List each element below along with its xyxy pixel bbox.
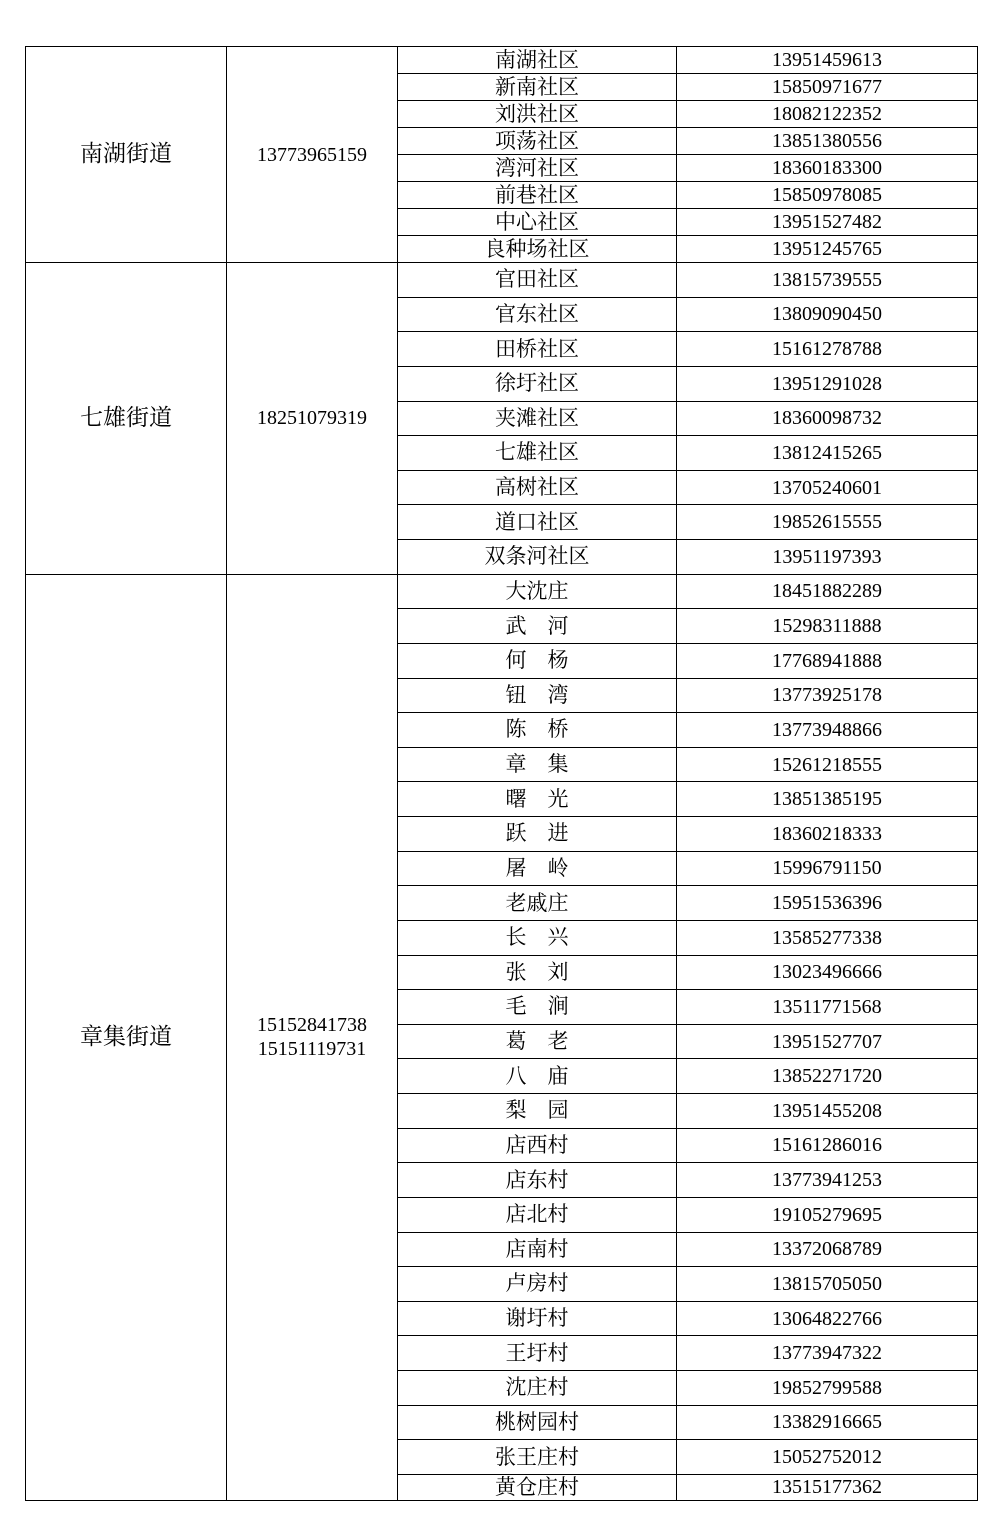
community-name: 谢圩村 [398, 1301, 677, 1336]
district-phone [227, 263, 398, 575]
community-phone: 13851380556 [677, 128, 978, 155]
community-name: 高树社区 [398, 470, 677, 505]
community-phone: 19852799588 [677, 1371, 978, 1406]
community-phone: 13773941253 [677, 1163, 978, 1198]
community-phone: 13951459613 [677, 47, 978, 74]
community-name: 张王庄村 [398, 1440, 677, 1475]
community-name: 田桥社区 [398, 332, 677, 367]
community-phone: 13852271720 [677, 1059, 978, 1094]
community-name: 屠 岭 [398, 851, 677, 886]
community-phone: 15850971677 [677, 74, 978, 101]
community-phone: 15996791150 [677, 851, 978, 886]
community-phone: 13585277338 [677, 920, 978, 955]
community-phone: 13951291028 [677, 366, 978, 401]
community-phone: 15298311888 [677, 609, 978, 644]
community-name: 跃 进 [398, 817, 677, 852]
district-phone-number: 18251079319 [257, 407, 367, 430]
table-row [26, 47, 978, 74]
contact-table-body [26, 47, 978, 1501]
community-name: 毛 涧 [398, 990, 677, 1025]
community-name: 官田社区 [398, 263, 677, 298]
community-phone: 15850978085 [677, 182, 978, 209]
community-name: 徐圩社区 [398, 366, 677, 401]
community-phone: 13511771568 [677, 990, 978, 1025]
community-name: 卢房村 [398, 1267, 677, 1302]
community-phone: 13515177362 [677, 1474, 978, 1500]
community-phone: 13023496666 [677, 955, 978, 990]
community-phone: 15052752012 [677, 1440, 978, 1475]
community-name: 王圩村 [398, 1336, 677, 1371]
community-phone: 18360183300 [677, 155, 978, 182]
community-phone: 13815705050 [677, 1267, 978, 1302]
community-name: 长 兴 [398, 920, 677, 955]
community-name: 老戚庄 [398, 886, 677, 921]
community-phone: 18360218333 [677, 817, 978, 852]
community-phone: 13951197393 [677, 540, 978, 575]
community-phone: 13951455208 [677, 1094, 978, 1129]
community-phone: 19105279695 [677, 1197, 978, 1232]
community-name: 章 集 [398, 747, 677, 782]
community-name: 曙 光 [398, 782, 677, 817]
district-name: 七雄街道 [26, 263, 227, 575]
district-phone-number: 15152841738 [257, 1014, 367, 1037]
community-name: 店东村 [398, 1163, 677, 1198]
contact-table [25, 46, 978, 1501]
community-name: 新南社区 [398, 74, 677, 101]
community-phone: 13705240601 [677, 470, 978, 505]
community-phone: 18360098732 [677, 401, 978, 436]
community-name: 七雄社区 [398, 436, 677, 471]
community-name: 何 杨 [398, 643, 677, 678]
community-name: 大沈庄 [398, 574, 677, 609]
district-phone [227, 47, 398, 263]
community-phone: 19852615555 [677, 505, 978, 540]
table-row [26, 263, 978, 298]
community-phone: 13812415265 [677, 436, 978, 471]
community-phone: 15261218555 [677, 747, 978, 782]
community-phone: 13951527482 [677, 209, 978, 236]
community-name: 梨 园 [398, 1094, 677, 1129]
community-name: 湾河社区 [398, 155, 677, 182]
community-phone: 13064822766 [677, 1301, 978, 1336]
community-phone: 18082122352 [677, 101, 978, 128]
community-name: 店西村 [398, 1128, 677, 1163]
community-name: 刘洪社区 [398, 101, 677, 128]
district-name: 章集街道 [26, 574, 227, 1500]
community-phone: 13773948866 [677, 713, 978, 748]
community-name: 黄仓庄村 [398, 1474, 677, 1500]
district-name: 南湖街道 [26, 47, 227, 263]
community-name: 项荡社区 [398, 128, 677, 155]
community-name: 中心社区 [398, 209, 677, 236]
community-name: 八 庙 [398, 1059, 677, 1094]
community-name: 道口社区 [398, 505, 677, 540]
community-phone: 15161286016 [677, 1128, 978, 1163]
community-name: 南湖社区 [398, 47, 677, 74]
community-name: 前巷社区 [398, 182, 677, 209]
community-phone: 13372068789 [677, 1232, 978, 1267]
community-name: 良种场社区 [398, 236, 677, 263]
table-row [26, 574, 978, 609]
community-name: 沈庄村 [398, 1371, 677, 1406]
community-name: 店南村 [398, 1232, 677, 1267]
community-name: 店北村 [398, 1197, 677, 1232]
district-phone [227, 574, 398, 1500]
community-phone: 15951536396 [677, 886, 978, 921]
community-phone: 13382916665 [677, 1405, 978, 1440]
community-phone: 17768941888 [677, 643, 978, 678]
community-name: 钮 湾 [398, 678, 677, 713]
community-phone: 13951527707 [677, 1024, 978, 1059]
district-phone-number: 13773965159 [257, 143, 367, 166]
community-phone: 13851385195 [677, 782, 978, 817]
community-name: 陈 桥 [398, 713, 677, 748]
community-phone: 13773925178 [677, 678, 978, 713]
community-phone: 13773947322 [677, 1336, 978, 1371]
community-phone: 13809090450 [677, 297, 978, 332]
community-phone: 18451882289 [677, 574, 978, 609]
community-phone: 13815739555 [677, 263, 978, 298]
community-name: 武 河 [398, 609, 677, 644]
community-name: 夹滩社区 [398, 401, 677, 436]
community-phone: 15161278788 [677, 332, 978, 367]
community-name: 桃树园村 [398, 1405, 677, 1440]
community-phone: 13951245765 [677, 236, 978, 263]
community-name: 双条河社区 [398, 540, 677, 575]
community-name: 葛 老 [398, 1024, 677, 1059]
community-name: 张 刘 [398, 955, 677, 990]
community-name: 官东社区 [398, 297, 677, 332]
district-phone-number: 15151119731 [257, 1038, 367, 1061]
